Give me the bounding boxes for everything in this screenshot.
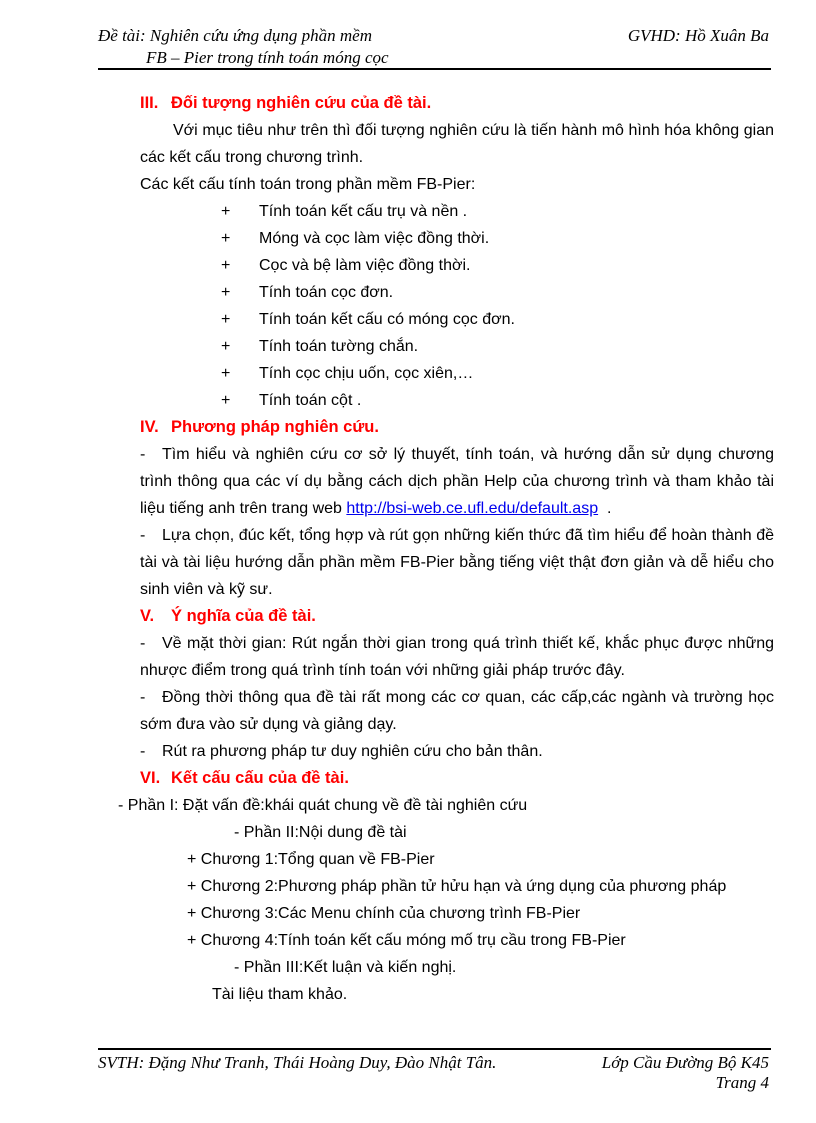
header-topic-line1: Đề tài: Nghiên cứu ứng dụng phần mềm	[98, 26, 372, 45]
section-3-intro: Các kết cấu tính toán trong phần mềm FB-Pier:	[140, 176, 476, 193]
header-advisor: GVHD: Hồ Xuân Ba	[627, 26, 769, 45]
list-item: + Tính toán kết cấu có móng cọc đơn.	[221, 311, 515, 328]
section-3-paragraph: Với mục tiêu như trên thì đối tượng nghiên cứu là tiến hành mô hình hóa không gian các kết cấu trong chương trình.	[140, 122, 774, 166]
page-footer	[98, 1048, 771, 1100]
structure-line-chapter3: + Chương 3:Các Menu chính của chương trình FB-Pier	[187, 905, 581, 922]
structure-line-chapter4: + Chương 4:Tính toán kết cấu móng mố trụ cầu trong FB-Pier	[187, 932, 626, 949]
section-3-heading: III. Đối tượng nghiên cứu của đề tài.	[140, 94, 432, 112]
section-5-paragraph-2: - Đồng thời thông qua đề tài rất mong các cơ quan, các cấp,các ngành và trường học sớm đưa vào sử dụng và giảng dạy.	[140, 689, 774, 733]
header-topic-line2: FB – Pier trong tính toán móng cọc	[146, 48, 389, 67]
structure-line-chapter1: + Chương 1:Tổng quan về FB-Pier	[187, 851, 435, 868]
structure-line-references: Tài liệu tham khảo.	[212, 986, 348, 1003]
section-4-paragraph-2: - Lựa chọn, đúc kết, tổng hợp và rút gọn những kiến thức đã tìm hiểu để hoàn thành đề tài và tài liệu hướng dẫn phần mềm FB-Pier bằng tiếng việt thật đơn giản và dễ hiểu cho sinh viên và kỹ sư.	[140, 527, 774, 598]
list-item: + Cọc và bệ làm việc đồng thời.	[221, 257, 471, 274]
list-item: + Tính toán kết cấu trụ và nền .	[221, 203, 468, 220]
list-item: + Tính toán cọc đơn.	[221, 284, 394, 301]
structure-line-part1: - Phần I: Đặt vấn đề:khái quát chung về đề tài nghiên cứu	[118, 797, 528, 814]
reference-link[interactable]: http://bsi-web.ce.ufl.edu/default.asp	[346, 500, 599, 517]
section-5-paragraph-1: - Về mặt thời gian: Rút ngắn thời gian trong quá trình thiết kế, khắc phục được những nhược điểm trong quá trình tính toán với những giải pháp trước đây.	[140, 635, 774, 679]
structure-line-chapter2: + Chương 2:Phương pháp phần tử hửu hạn và ứng dụng của phương pháp	[187, 878, 727, 895]
structure-line-part2: - Phần II:Nội dung đề tài	[234, 824, 407, 841]
footer-class: Lớp Cầu Đường Bộ K45	[601, 1053, 769, 1072]
list-item: + Tính cọc chịu uốn, cọc xiên,…	[221, 365, 474, 382]
structure-line-part3: - Phần III:Kết luận và kiến nghị.	[234, 959, 457, 976]
section-6-heading: VI. Kết cấu cấu của đề tài.	[140, 769, 349, 787]
list-item: + Tính toán cột .	[221, 392, 362, 409]
section-5-paragraph-3: - Rút ra phương pháp tư duy nghiên cứu cho bản thân.	[140, 743, 543, 760]
page-header	[98, 26, 771, 70]
page-number: Trang 4	[715, 1073, 769, 1092]
section-4-heading: IV. Phương pháp nghiên cứu.	[140, 418, 379, 436]
section-5-heading: V. Ý nghĩa của đề tài.	[140, 607, 316, 625]
section-4-paragraph-1: - Tìm hiểu và nghiên cứu cơ sở lý thuyết, tính toán, và hướng dẫn sử dụng chương trình thông qua các ví dụ bằng cách dịch phần Help của chương trình và tham khảo tài liệu tiếng anh trên trang web http://bsi-web.ce.ufl.edu/default.asp .	[140, 446, 774, 517]
list-item: + Tính toán tường chắn.	[221, 338, 419, 355]
list-item: + Móng và cọc làm việc đồng thời.	[221, 230, 490, 247]
document-body	[118, 90, 774, 1008]
footer-authors: SVTH: Đặng Như Tranh, Thái Hoàng Duy, Đào Nhật Tân.	[98, 1053, 497, 1072]
